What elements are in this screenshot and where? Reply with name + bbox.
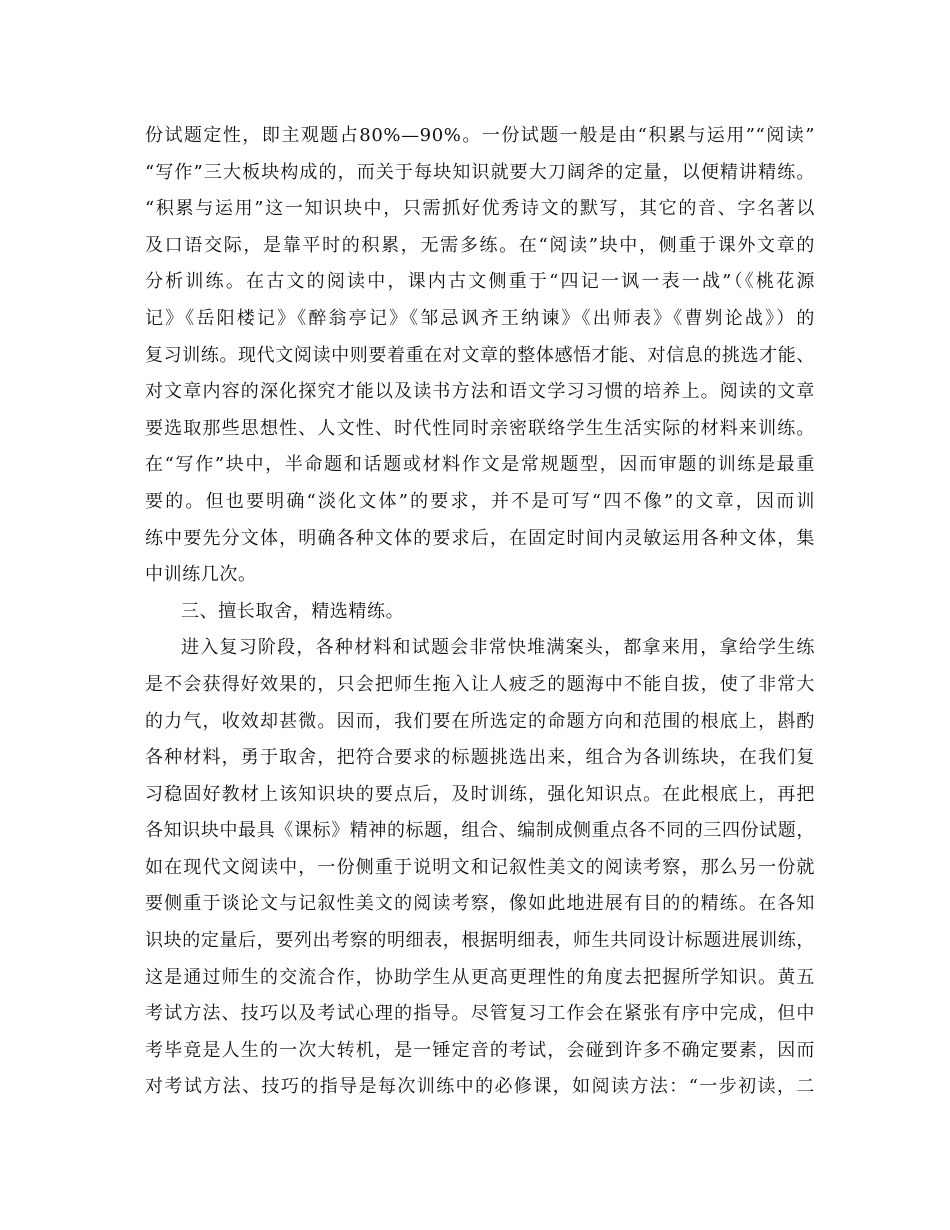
text-line: 及口语交际，是靠平时的积累，无需多练。在“阅读”块中，侧重于课外文章的 xyxy=(145,234,815,256)
text-line: 对文章内容的深化探究才能以及读书方法和语文学习习惯的培养上。阅读的文章 xyxy=(145,381,815,403)
text-line: 记》《岳阳楼记》《醉翁亭记》《邹忌讽齐王纳谏》《出师表》《曹刿论战》）的 xyxy=(145,307,815,329)
text-line: 各种材料，勇于取舍，把符合要求的标题挑选出来，组合为各训练块，在我们复 xyxy=(145,747,815,769)
text-line: 复习训练。现代文阅读中则要着重在对文章的整体感悟才能、对信息的挑选才能、 xyxy=(145,344,815,366)
text-line: 考试方法、技巧以及考试心理的指导。尽管复习工作会在紧张有序中完成，但中 xyxy=(145,1003,815,1025)
text-line: 中训练几次。 xyxy=(145,564,257,586)
text-line: 的力气，收效却甚微。因而，我们要在所选定的命题方向和范围的根底上，斟酌 xyxy=(145,710,815,732)
text-line: 是不会获得好效果的，只会把师生拖入让人疲乏的题海中不能自拔，使了非常大 xyxy=(145,673,815,695)
text-line: 各知识块中最具《课标》精神的标题，组合、编制成侧重点各不同的三四份试题， xyxy=(145,820,815,842)
text-line: 在“写作”块中，半命题和话题或材料作文是常规题型，因而审题的训练是最重 xyxy=(145,454,815,476)
text-line: 份试题定性，即主观题占80%—90%。一份试题一般是由“积累与运用”“阅读” xyxy=(145,125,815,146)
text-line: “积累与运用”这一知识块中，只需抓好优秀诗文的默写，其它的音、字名著以 xyxy=(145,198,815,220)
body-text xyxy=(145,118,815,1106)
section-heading: 三、擅长取舍，精选精练。 xyxy=(181,600,405,622)
text-line: 习稳固好教材上该知识块的要点后，及时训练，强化知识点。在此根底上，再把 xyxy=(145,783,815,805)
text-line: 考毕竟是人生的一次大转机，是一锤定音的考试，会碰到许多不确定要素，因而 xyxy=(145,1039,815,1061)
text-line: 要选取那些思想性、人文性、时代性同时亲密联络学生生活实际的材料来训练。 xyxy=(145,417,815,439)
text-line: “写作”三大板块构成的，而关于每块知识就要大刀阔斧的定量，以便精讲精练。 xyxy=(145,161,815,183)
text-line: 分析训练。在古文的阅读中，课内古文侧重于“四记一讽一表一战”（《桃花源 xyxy=(145,271,815,293)
text-line: 如在现代文阅读中，一份侧重于说明文和记叙性美文的阅读考察，那么另一份就 xyxy=(145,856,815,878)
text-line: 对考试方法、技巧的指导是每次训练中的必修课，如阅读方法：“一步初读，二 xyxy=(145,1076,815,1098)
text-line: 练中要先分文体，明确各种文体的要求后，在固定时间内灵敏运用各种文体，集 xyxy=(145,527,815,549)
text-line: 这是通过师生的交流合作，协助学生从更高更理性的角度去把握所学知识。黄五 xyxy=(145,966,815,988)
text-line: 进入复习阶段，各种材料和试题会非常快堆满案头，都拿来用，拿给学生练 xyxy=(181,637,815,659)
text-line: 识块的定量后，要列出考察的明细表，根据明细表，师生共同设计标题进展训练， xyxy=(145,930,815,952)
text-line: 要的。但也要明确“淡化文体”的要求，并不是可写“四不像”的文章，因而训 xyxy=(145,490,815,512)
text-line: 要侧重于谈论文与记叙性美文的阅读考察，像如此地进展有目的的精练。在各知 xyxy=(145,893,815,915)
